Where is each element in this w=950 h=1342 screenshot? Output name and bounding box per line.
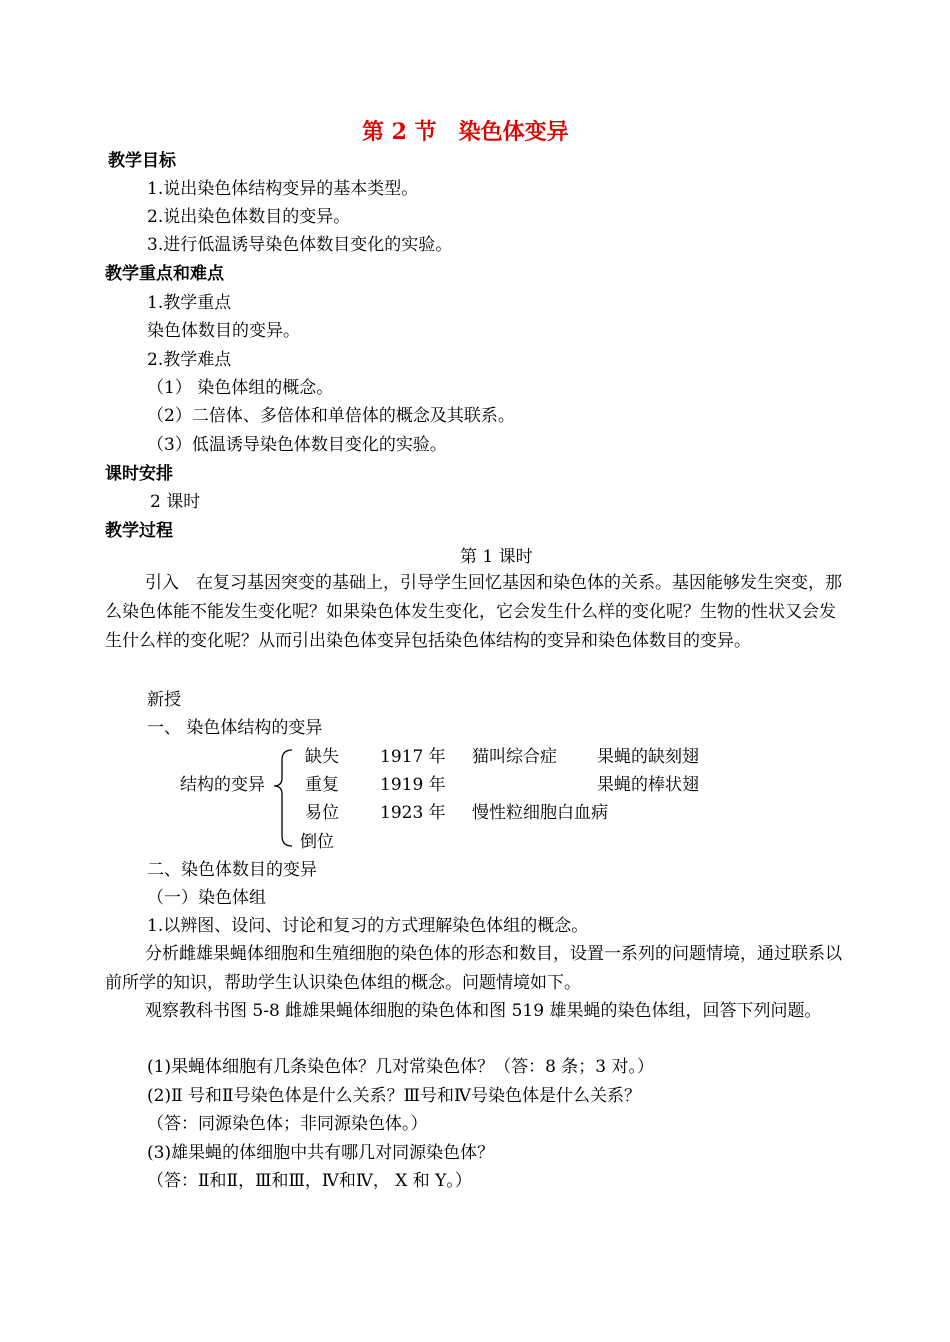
document-title: 第 2 节 染色体变异 xyxy=(362,119,569,145)
question-line: (1)果蝇体细胞有几条染色体？几对常染色体？（答：8 条；3 对。） xyxy=(147,1057,655,1077)
difficult-label: 2.教学难点 xyxy=(147,350,232,370)
structure-year: 1919 年 xyxy=(380,775,446,795)
key-heading: 教学重点和难点 xyxy=(105,264,224,284)
schedule-text: 2 课时 xyxy=(150,492,201,512)
structure-fly: 果蝇的棒状翅 xyxy=(597,775,699,795)
process-heading: 教学过程 xyxy=(105,521,173,541)
part2-item: 1.以辨图、设问、讨论和复习的方式理解染色体组的概念。 xyxy=(147,916,589,936)
difficult-item: （2）二倍体、多倍体和单倍体的概念及其联系。 xyxy=(147,406,515,426)
structure-year: 1917 年 xyxy=(380,747,446,767)
structure-type: 倒位 xyxy=(300,832,334,852)
structure-type: 缺失 xyxy=(305,747,339,767)
key-point: 染色体数目的变异。 xyxy=(147,321,300,341)
structure-disease: 慢性粒细胞白血病 xyxy=(472,803,608,823)
part2-heading: 二、染色体数目的变异 xyxy=(147,860,317,880)
structure-type: 易位 xyxy=(305,803,339,823)
intro-paragraph: 引入 在复习基因突变的基础上，引导学生回忆基因和染色体的关系。基因能够发生突变，那么染色体能不能发生变化呢？如果染色体发生变化，它会发生什么样的变化呢？生物的性状又会发生什么样的变化呢？从而引出染色体变异包括染色体结构的变异和染色体数目的变异。 xyxy=(105,573,842,651)
structure-disease: 猫叫综合症 xyxy=(472,747,557,767)
structure-fly: 果蝇的缺刻翅 xyxy=(597,747,699,767)
curly-brace xyxy=(270,748,296,848)
difficult-item: （1） 染色体组的概念。 xyxy=(147,378,334,398)
schedule-heading: 课时安排 xyxy=(105,464,173,484)
goal-item: 1.说出染色体结构变异的基本类型。 xyxy=(147,179,419,199)
structure-label: 结构的变异 xyxy=(180,775,265,795)
answer-line: （答：同源染色体；非同源染色体。） xyxy=(147,1114,428,1134)
lesson-title: 第 1 课时 xyxy=(460,547,533,567)
difficult-item: （3）低温诱导染色体数目变化的实验。 xyxy=(147,435,447,455)
question-line: (3)雄果蝇的体细胞中共有哪几对同源染色体？ xyxy=(147,1143,495,1163)
answer-line: （答：Ⅱ和Ⅱ，Ⅲ和Ⅲ，Ⅳ和Ⅳ， X 和 Y。） xyxy=(147,1171,472,1191)
goal-item: 3.进行低温诱导染色体数目变化的实验。 xyxy=(147,235,453,255)
analysis-paragraph: 分析雌雄果蝇体细胞和生殖细胞的染色体的形态和数目，设置一系列的问题情境，通过联系以前所学的知识，帮助学生认识染色体组的概念。问题情境如下。 xyxy=(105,944,842,993)
structure-type: 重复 xyxy=(305,775,339,795)
part2-subheading: （一）染色体组 xyxy=(147,888,266,908)
goals-heading: 教学目标 xyxy=(108,151,176,171)
question-line: (2)Ⅱ 号和Ⅱ号染色体是什么关系？Ⅲ号和Ⅳ号染色体是什么关系？ xyxy=(147,1086,641,1106)
goal-item: 2.说出染色体数目的变异。 xyxy=(147,207,351,227)
observe-paragraph: 观察教科书图 5-8 雌雄果蝇体细胞的染色体和图 519 雄果蝇的染色体组，回答下列问题。 xyxy=(145,1001,822,1021)
part1-heading: 一、 染色体结构的变异 xyxy=(147,718,323,738)
key-point-label: 1.教学重点 xyxy=(147,293,232,313)
new-lesson-label: 新授 xyxy=(147,690,181,710)
structure-year: 1923 年 xyxy=(380,803,446,823)
